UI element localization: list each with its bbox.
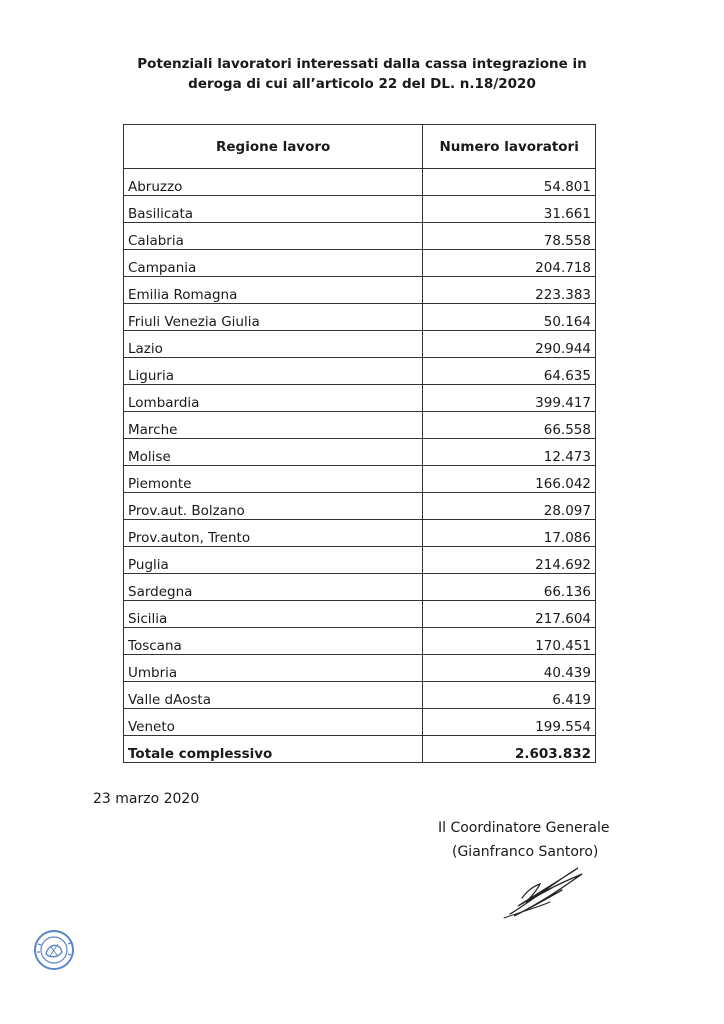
signer-role: Il Coordinatore Generale (438, 820, 610, 836)
workers-cell: 204.718 (423, 250, 596, 277)
table-row (124, 709, 596, 736)
region-cell: Veneto (124, 709, 423, 736)
table-row (124, 547, 596, 574)
region-cell: Lombardia (124, 385, 423, 412)
workers-cell: 214.692 (423, 547, 596, 574)
table-row (124, 169, 596, 196)
region-cell: Liguria (124, 358, 423, 385)
header-region: Regione lavoro (124, 125, 423, 169)
table-row (124, 628, 596, 655)
workers-cell: 28.097 (423, 493, 596, 520)
region-cell: Friuli Venezia Giulia (124, 304, 423, 331)
table-row (124, 196, 596, 223)
workers-cell: 217.604 (423, 601, 596, 628)
region-cell: Piemonte (124, 466, 423, 493)
workers-cell: 12.473 (423, 439, 596, 466)
table-body (124, 169, 596, 736)
region-cell: Campania (124, 250, 423, 277)
table-row (124, 601, 596, 628)
workers-cell: 66.136 (423, 574, 596, 601)
workers-cell: 31.661 (423, 196, 596, 223)
table-row (124, 520, 596, 547)
workers-cell: 50.164 (423, 304, 596, 331)
workers-cell: 223.383 (423, 277, 596, 304)
workers-cell: 40.439 (423, 655, 596, 682)
table-row (124, 277, 596, 304)
workers-table (123, 124, 596, 763)
workers-cell: 66.558 (423, 412, 596, 439)
workers-cell: 199.554 (423, 709, 596, 736)
table-row (124, 412, 596, 439)
document-title (0, 54, 724, 94)
total-label: Totale complessivo (124, 736, 423, 763)
stamp-icon (32, 928, 76, 972)
signature-icon (500, 862, 590, 920)
region-cell: Puglia (124, 547, 423, 574)
table-row (124, 466, 596, 493)
table-row (124, 358, 596, 385)
region-cell: Toscana (124, 628, 423, 655)
workers-cell: 64.635 (423, 358, 596, 385)
workers-cell: 54.801 (423, 169, 596, 196)
region-cell: Molise (124, 439, 423, 466)
signer-name: (Gianfranco Santoro) (452, 844, 599, 860)
workers-cell: 78.558 (423, 223, 596, 250)
workers-cell: 290.944 (423, 331, 596, 358)
region-cell: Prov.aut. Bolzano (124, 493, 423, 520)
table-total-row (124, 736, 596, 763)
document-title-line-2: deroga di cui all’articolo 22 del DL. n.18/2020 (188, 76, 536, 92)
signature-block (430, 816, 640, 864)
region-cell: Marche (124, 412, 423, 439)
table-row (124, 493, 596, 520)
table-row (124, 655, 596, 682)
document-title-line-1: Potenziali lavoratori interessati dalla cassa integrazione in (137, 56, 587, 72)
document-date: 23 marzo 2020 (93, 791, 200, 807)
workers-cell: 6.419 (423, 682, 596, 709)
region-cell: Emilia Romagna (124, 277, 423, 304)
workers-cell: 170.451 (423, 628, 596, 655)
region-cell: Calabria (124, 223, 423, 250)
table-row (124, 304, 596, 331)
workers-cell: 399.417 (423, 385, 596, 412)
region-cell: Lazio (124, 331, 423, 358)
region-cell: Valle dAosta (124, 682, 423, 709)
header-workers: Numero lavoratori (423, 125, 596, 169)
workers-cell: 166.042 (423, 466, 596, 493)
table-row (124, 439, 596, 466)
region-cell: Umbria (124, 655, 423, 682)
table-row (124, 385, 596, 412)
region-cell: Sardegna (124, 574, 423, 601)
table-row (124, 250, 596, 277)
table-row (124, 574, 596, 601)
table-row (124, 223, 596, 250)
workers-cell: 17.086 (423, 520, 596, 547)
region-cell: Prov.auton, Trento (124, 520, 423, 547)
region-cell: Basilicata (124, 196, 423, 223)
table-row (124, 682, 596, 709)
total-value: 2.603.832 (423, 736, 596, 763)
region-cell: Abruzzo (124, 169, 423, 196)
table-header-row (124, 125, 596, 169)
table-row (124, 331, 596, 358)
region-cell: Sicilia (124, 601, 423, 628)
